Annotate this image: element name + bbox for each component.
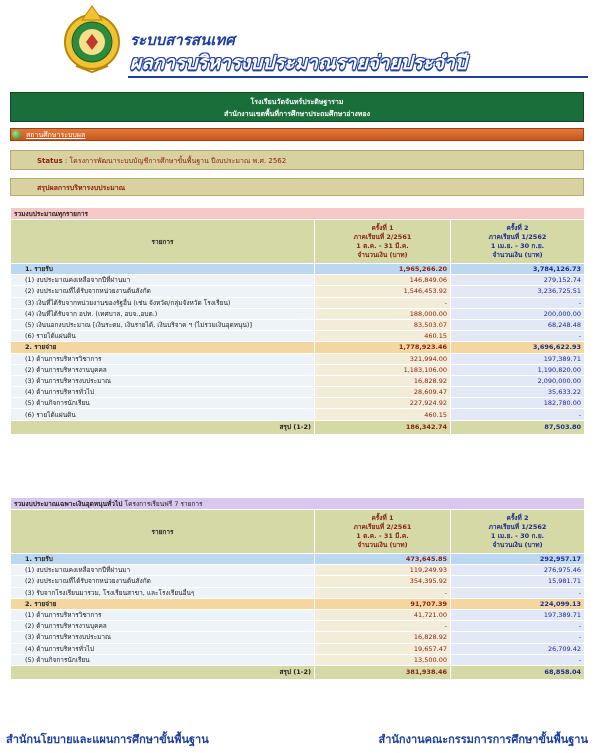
header-banner (0, 0, 596, 80)
table-row: (6) รายได้แผ่นดิน 460.15 - (11, 331, 585, 342)
subsidy-budget-table (10, 497, 585, 680)
table-row: (2) งบประมาณที่ได้รับจากหน่วยงานต้นสังกัด 1,546,453.92 3,236,725.51 (11, 286, 585, 297)
table-header-row (11, 510, 585, 554)
school-emblem-icon (60, 4, 124, 74)
school-area: สำนักงานเขตพื้นที่การศึกษาประถมศึกษาอ่างทอง (223, 110, 371, 118)
col-header-period-1: ครั้งที่ 1 ภาคเรียนที่ 2/2561 1 ต.ค. - 31 มี.ค. จำนวนเงิน (บาท) (315, 220, 451, 264)
table-row: (3) ด้านการบริหารงบประมาณ 16,828.92 - (11, 632, 585, 643)
table-caption-note: โครงการเรียนฟรี 7 รายการ (124, 499, 203, 508)
income-group-row: 1. รายรับ 473,645.85 292,957.17 (11, 554, 585, 565)
table-row: (1) ด้านการบริหารวิชาการ 321,994.00 197,389.71 (11, 353, 585, 364)
table-row: (1) งบประมาณคงเหลือจากปีที่ผ่านมา 146,849.06 279,152.74 (11, 275, 585, 286)
table-caption-row (11, 498, 585, 510)
table-row: (1) งบประมาณคงเหลือจากปีที่ผ่านมา 119,249.93 276,975.46 (11, 565, 585, 576)
total-row: สรุป (1-2) 186,342.74 87,503.80 (11, 420, 585, 434)
table-row: (1) ด้านการบริหารวิชาการ 41,721.00 197,389.71 (11, 609, 585, 620)
table-row: (4) เงินที่ได้รับจาก อปท. (เทศบาล, อบจ.,อบต.) 188,000.00 200,000.00 (11, 308, 585, 319)
section-bar (10, 128, 584, 141)
col-header-period-1: ครั้งที่ 1 ภาคเรียนที่ 2/2561 1 ต.ค. - 31 มี.ค. จำนวนเงิน (บาท) (315, 510, 451, 554)
table-row: (5) ด้านกิจการนักเรียน 13,500.00 - (11, 654, 585, 665)
col-header-period-2: ครั้งที่ 2 ภาคเรียนที่ 1/2562 1 เม.ย. - 30 ก.ย. จำนวนเงิน (บาท) (451, 510, 585, 554)
brand-title: ผลการบริหารงบประมาณรายจ่ายประจำปี (130, 52, 467, 74)
col-header-period-2: ครั้งที่ 2 ภาคเรียนที่ 1/2562 1 เม.ย. - 30 ก.ย. จำนวนเงิน (บาท) (451, 220, 585, 264)
table-row: (2) ด้านการบริหารงานบุคคล 1,183,106.00 1,190,820.00 (11, 364, 585, 375)
col-header-item: รายการ (11, 510, 315, 554)
status-label: Status (37, 157, 63, 165)
table-row: (4) ด้านการบริหารทั่วไป 28,609.47 35,633.22 (11, 387, 585, 398)
table-caption: รวมงบประมาณทุกรายการ (11, 208, 585, 220)
table-row: (5) ด้านกิจการนักเรียน 227,924.92 182,780.00 (11, 398, 585, 409)
table-row: (2) ด้านการบริหารงานบุคคล - - (11, 621, 585, 632)
footer-left-agency: สำนักนโยบายและแผนการศึกษาขั้นพื้นฐาน (6, 733, 209, 746)
footer-right-agency: สำนักงานคณะกรรมการการศึกษาขั้นพื้นฐาน (378, 733, 588, 746)
total-row: สรุป (1-2) 381,938.46 68,858.04 (11, 665, 585, 679)
status-value: : โครงการพัฒนาระบบบัญชีการศึกษาขั้นพื้นฐาน ปีงบประมาณ พ.ศ. 2562 (64, 157, 287, 165)
table-row: (3) ด้านการบริหารงบประมาณ 16,828.92 2,090,000.00 (11, 375, 585, 386)
table-row: (3) รับจากโรงเรียนมารวม, โรงเรียนสาขา, และโรงเรียนอื่นๆ - - (11, 587, 585, 598)
school-info-bar (10, 92, 584, 122)
all-budget-table (10, 207, 585, 435)
section-link[interactable]: สถานศึกษาระบบผล (26, 131, 86, 139)
brand-divider (128, 76, 588, 78)
table-row: (4) ด้านการบริหารทั่วไป 19,657.47 26,709.42 (11, 643, 585, 654)
brand-subtitle: ระบบสารสนเทศ (130, 31, 235, 49)
summary-title: สรุปผลการบริหารงบประมาณ (10, 178, 584, 196)
status-bar (10, 150, 584, 170)
expense-group-row: 2. รายจ่าย 1,778,923.46 3,696,622.93 (11, 342, 585, 353)
table-row: (2) งบประมาณที่ได้รับจากหน่วยงานต้นสังกัด 354,395.92 15,981.71 (11, 576, 585, 587)
expense-group-row: 2. รายจ่าย 91,707.39 224,099.13 (11, 598, 585, 609)
table-header-row (11, 220, 585, 264)
col-header-item: รายการ (11, 220, 315, 264)
income-group-row: 1. รายรับ 1,965,266.20 3,784,126.73 (11, 264, 585, 275)
table-caption-row (11, 208, 585, 220)
table-row: (3) เงินที่ได้รับจากหน่วยงานของรัฐอื่น (เช่น จังหวัด/กลุ่มจังหวัด โรงเรียน) - - (11, 297, 585, 308)
table-row: (6) รายได้แผ่นดิน 460.15 - (11, 409, 585, 420)
bullet-icon (12, 130, 21, 139)
table-caption: รวมงบประมาณเฉพาะเงินอุดหนุนทั่วไป (14, 499, 123, 508)
school-name: โรงเรียนวัดจันทร์ประดิษฐาราม (250, 98, 344, 106)
table-row: (5) เงินนอกงบประมาณ [เงินระดม, เงินรายได้, เงินบริจาค ฯ (ไม่รวมเงินอุดหนุน)] 83,503.07 68,248.48 (11, 319, 585, 330)
footer (0, 728, 596, 753)
